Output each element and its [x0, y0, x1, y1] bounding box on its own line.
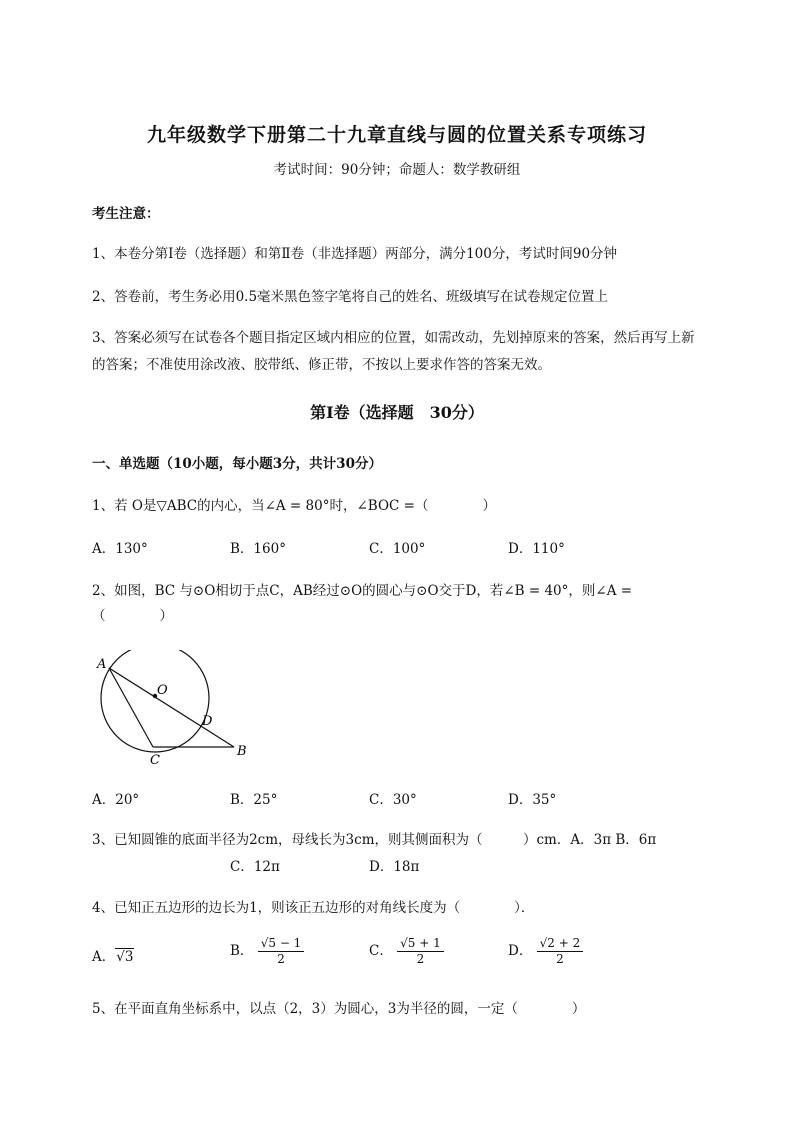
label-o: O [157, 683, 168, 698]
label-a: A [97, 657, 107, 672]
part-heading: 一、单选题（10小题，每小题3分，共计30分） [92, 456, 382, 472]
q1-option-b: B．160° [230, 541, 286, 557]
notice-item-1: 1、本卷分第I卷（选择题）和第Ⅱ卷（非选择题）两部分，满分100分，考试时间90分钟 [92, 246, 618, 262]
label-d: D [202, 714, 213, 729]
q4-option-b-numerator: √5 − 1 [258, 936, 305, 952]
q4-option-b-label: B． [230, 943, 254, 959]
page-title: 九年级数学下册第二十九章直线与圆的位置关系专项练习 [146, 124, 647, 146]
q1-option-a: A．130° [92, 541, 148, 557]
question-4: 4、已知正五边形的边长为1，则该正五边形的对角线长度为（ ）． [92, 900, 535, 916]
notice-item-3-cont: 的答案；不准使用涂改液、胶带纸、修正带，不按以上要求作答的答案无效。 [92, 357, 551, 373]
question-3: 3、已知圆锥的底面半径为2cm，母线长为3cm，则其侧面积为（ ）cm．A．3π B．6π [92, 832, 657, 848]
q4-option-c-numerator: √5 + 1 [397, 936, 444, 952]
q2-option-d: D．35° [508, 792, 557, 808]
q4-option-b-fraction [258, 936, 305, 967]
q4-option-d-denominator: 2 [556, 952, 564, 966]
q4-option-a-expr: √3 [116, 949, 134, 965]
q2-option-c: C．30° [369, 792, 417, 808]
circle-o [101, 650, 209, 752]
q4-option-d-fraction [537, 936, 584, 967]
q4-option-a-label: A． [92, 949, 116, 965]
q4-option-b-denominator: 2 [277, 952, 285, 966]
notice-item-3: 3、答案必须写在试卷各个题目指定区域内相应的位置，如需改动，先划掉原来的答案，然后再写上新 [92, 330, 695, 346]
q2-option-b: B．25° [230, 792, 278, 808]
q1-option-c: C．100° [369, 541, 426, 557]
question-2-blank: （ ） [92, 608, 173, 624]
q4-option-d [508, 936, 583, 967]
question-1: 1、若 O是▽ABC的内心，当∠A = 80°时，∠BOC =（ ） [92, 498, 496, 514]
q4-option-d-numerator: √2 + 2 [537, 936, 584, 952]
q3-option-c: C．12π [230, 859, 280, 875]
circle-tangent-figure [92, 650, 262, 775]
q4-option-c [369, 936, 444, 967]
q4-option-c-fraction [397, 936, 444, 967]
q4-option-a [92, 945, 134, 965]
line-ab [109, 668, 234, 747]
label-b: B [237, 744, 247, 759]
q4-option-d-label: D． [508, 943, 533, 959]
notice-heading: 考生注意： [92, 206, 160, 222]
q1-option-d: D．110° [508, 541, 565, 557]
q4-option-b [230, 936, 304, 967]
question-5: 5、在平面直角坐标系中，以点（2，3）为圆心，3为半径的圆，一定（ ） [92, 1001, 586, 1017]
q2-option-a: A．20° [92, 792, 140, 808]
section-title: 第I卷（选择题 30分） [310, 403, 484, 422]
q4-option-c-label: C． [369, 943, 393, 959]
exam-info: 考试时间：90分钟；命题人：数学教研组 [273, 162, 521, 178]
q4-option-c-denominator: 2 [416, 952, 425, 966]
question-2: 2、如图，BC 与⊙O相切于点C，AB经过⊙O的圆心与⊙O交于D，若∠B = 40°，则∠A = [92, 583, 633, 599]
q3-option-d: D．18π [369, 859, 420, 875]
label-c: C [150, 753, 160, 768]
notice-item-2: 2、答卷前，考生务必用0.5毫米黑色签字笔将自己的姓名、班级填写在试卷规定位置上 [92, 289, 609, 305]
